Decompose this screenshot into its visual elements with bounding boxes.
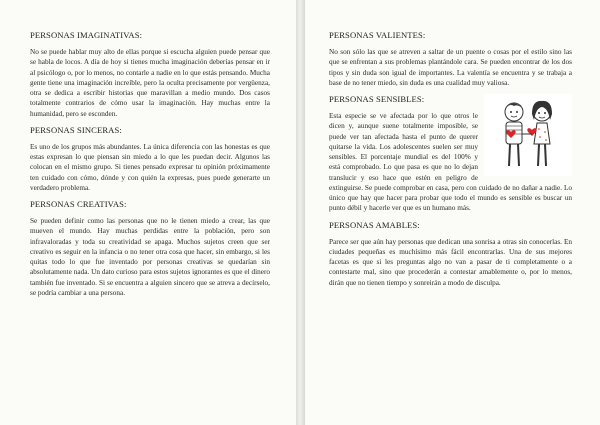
section-imaginativas [30, 30, 270, 119]
section-sinceras [30, 125, 270, 193]
section-sensibles [329, 94, 572, 214]
section-paragraph: No son sólo las que se atreven a saltar de un puente o cosas por el estilo sino las que se enfrentan a sus problemas plantándole cara. Se pueden encontrar de los dos tipos y sin duda son igual de importantes. La valentía se encuentra y se trabaja a base de no tener miedo, sin duda es una cualidad muy valiosa. [329, 48, 572, 87]
section-heading: PERSONAS AMABLES: [329, 219, 420, 230]
section-heading: PERSONAS SINCERAS: [30, 124, 122, 135]
section-paragraph: Se pueden definir como las personas que no le tienen miedo a crear, las que mueven el mundo. Hay muchas perdidas entre la población, pero son infravaloradas y toda su creatividad se apaga. Muchos sujetos creen que ser creativo es seguir en la infancia o no tener otra cosa que hacer, sin embargo, si les quitas todo lo que fue inventado por personas creativas se quedarían sin absolutamente nada. Un dato curioso para estos sujetos ignorantes es que el dinero también fue inventado. Si se encuentra a alguien sincero que se atreva a decírselo, se podría cambiar a una persona. [30, 217, 270, 297]
section-heading: PERSONAS CREATIVAS: [30, 199, 127, 209]
section-paragraph: Parece ser que aún hay personas que dedican una sonrisa a otras sin conocerlas. En ciudades pequeñas es muchísimo más fácil encontrarlas. Una de sus mejores facetas es que si les preguntas algo no van a pasar de ti completamente o a contestarte mal, sino que procederán a contestar amablemente o, por lo menos, dirán que no tienen tiempo y sonreirán a modo de disculpa. [329, 237, 572, 287]
section-paragraph: No se puede hablar muy alto de ellas porque si escucha alguien puede pensar que se habla de locos. A día de hoy si tienes mucha imaginación deberías pensar en ir al psicólogo o, por lo menos, no contarle a nadie en lo que estás pensando. Mucha gente tiene una imaginación increíble, pero la oculta precisamente por vergüenza, otra se dedica a escribir historias que maravillan a medio mundo. Dos casos totalmente contrarios de cómo usar la imaginación. Hay muchas entre la humanidad, pero se esconden. [30, 48, 270, 118]
section-heading: PERSONAS IMAGINATIVAS: [30, 30, 143, 40]
section-heading: PERSONAS SENSIBLES: [329, 94, 425, 104]
section-paragraph: Esta especie se ve afectada por lo que otros le dicen y, aunque suene totalmente imposible, se puede ver tan afectada hasta el punto de querer quitarse la vida. Los adolescentes suelen ser muy sensibles. El porcentaje mundial es del 100% y está comprobado. Lo que pasa es que no lo dejan translucir y eso hace que estén en peligro de extinguirse. Se puede comprobar en casa, pero con cuidado de no dañar a nadie. Lo único que hay que hacer para probar que todo el mundo es sensible es buscar un punto débil y hacerle ver que es un humano más. [329, 112, 572, 213]
section-valientes [329, 30, 572, 88]
couple-icon [484, 94, 572, 176]
section-amables [329, 220, 572, 288]
right-column [329, 30, 572, 294]
book-gutter [296, 0, 304, 425]
section-paragraph: Es uno de los grupos más abundantes. La única diferencia con las honestas es que estas expresan lo que piensan sin miedo a lo que les puedan decir. Algunos las colocan en el mismo grupo. Si tienes pensado expresar tu opinión próximamente ten cuidado con cómo, dónde y con quién la expresas, pues puede generarte un verdadero problema. [30, 142, 270, 192]
left-column [30, 30, 270, 304]
couple-hearts-illustration [484, 94, 572, 176]
section-heading: PERSONAS VALIENTES: [329, 30, 426, 40]
section-creativas [30, 199, 270, 298]
